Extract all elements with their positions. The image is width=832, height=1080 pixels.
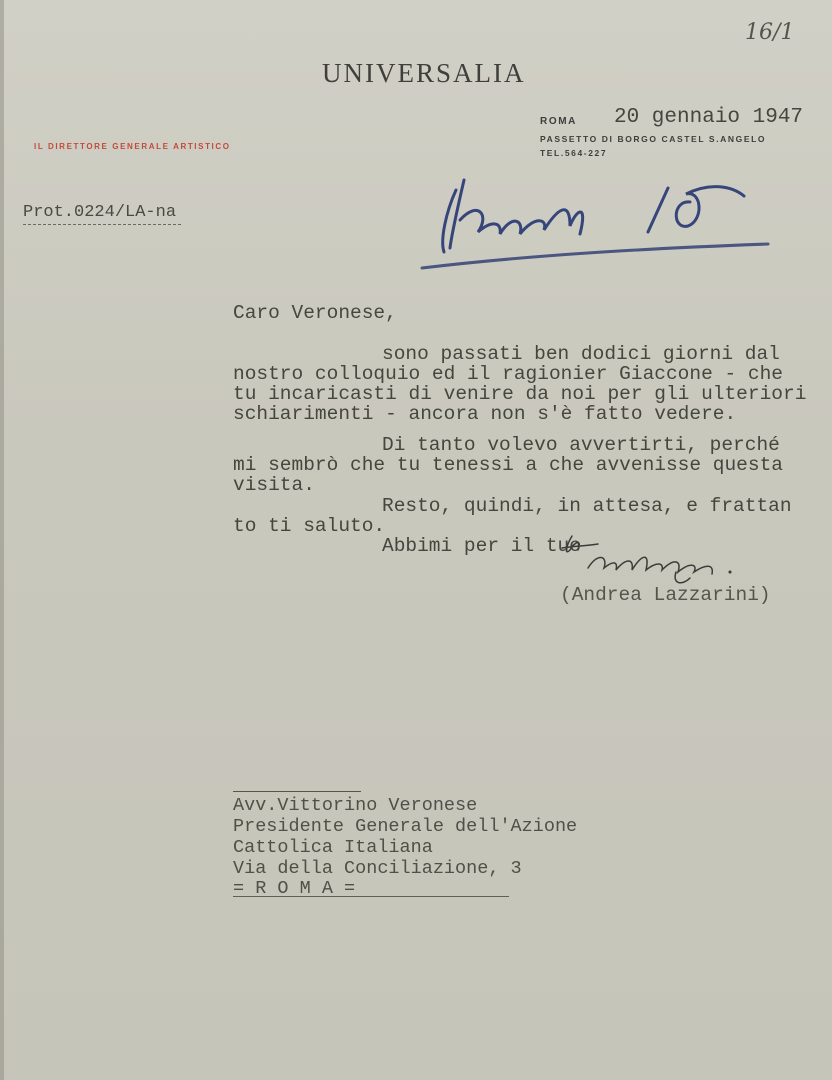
body-line-2: nostro colloquio ed il ragionier Giaccone - che (233, 363, 783, 385)
recipient-line-1: Avv.Vittorino Veronese (233, 795, 478, 816)
page-edge (0, 0, 4, 1080)
body-line-7: visita. (233, 474, 315, 496)
protocol-number: Prot.0224/LA-na (23, 203, 177, 222)
salutation: Caro Veronese, (233, 302, 397, 324)
recipient-bottom-rule (233, 896, 509, 897)
recipient-line-5: = R O M A = (233, 878, 356, 899)
closing-line: Abbimi per il tuo (382, 535, 581, 557)
body-line-3: tu incaricasti di venire da noi per gli ulteriori (233, 383, 807, 405)
body-line-4: schiarimenti - ancora non s'è fatto vedere. (233, 403, 737, 425)
recipient-line-3: Cattolica Italiana (233, 837, 433, 858)
letterhead-department: IL DIRETTORE GENERALE ARTISTICO (34, 142, 231, 151)
body-line-5: Di tanto volevo avvertirti, perché (382, 434, 780, 456)
body-line-8: Resto, quindi, in attesa, e frattan (382, 495, 792, 517)
city-label: ROMA (540, 116, 577, 127)
handwritten-signature (558, 528, 758, 590)
body-line-6: mi sembrò che tu tenessi a che avvenisse questa (233, 454, 783, 476)
ink-annotation-signature (420, 160, 780, 275)
archive-number: 16/1 (745, 20, 795, 45)
signatory-name: (Andrea Lazzarini) (560, 584, 771, 606)
body-line-9: to ti saluto. (233, 515, 386, 537)
protocol-underline (23, 224, 181, 225)
letterhead-phone: TEL.564-227 (540, 148, 608, 158)
recipient-line-2: Presidente Generale dell'Azione (233, 816, 578, 837)
letterhead-brand: UNIVERSALIA (322, 58, 526, 88)
recipient-top-rule (233, 791, 361, 792)
letter-date: 20 gennaio 1947 (614, 106, 804, 129)
letterhead-address: PASSETTO DI BORGO CASTEL S.ANGELO (540, 134, 767, 144)
body-line-1: sono passati ben dodici giorni dal (382, 343, 780, 365)
recipient-line-4: Via della Conciliazione, 3 (233, 858, 522, 879)
